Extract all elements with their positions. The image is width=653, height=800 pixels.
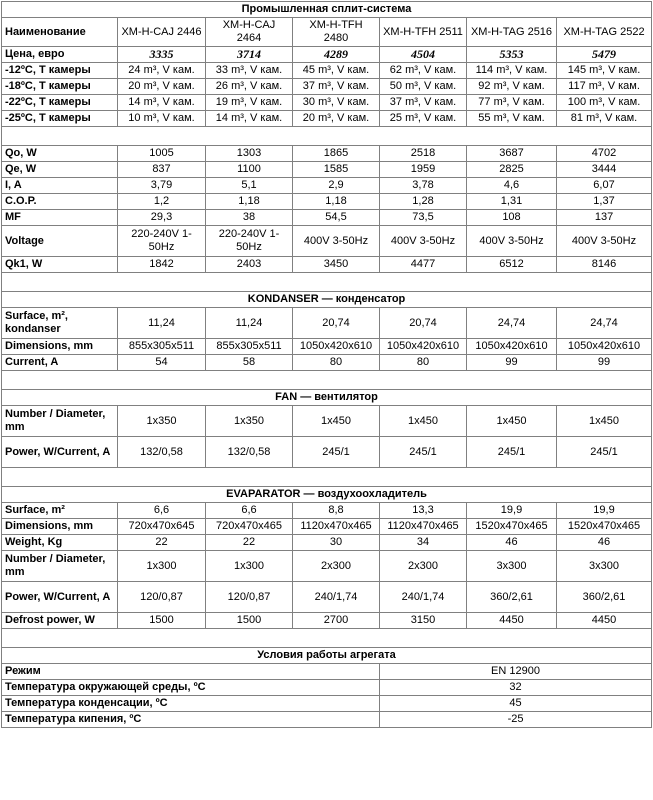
value-cell: 33 m³, V кам.: [206, 63, 293, 79]
value-cell: 1120x470x465: [293, 519, 380, 535]
value-cell: 245/1: [557, 437, 652, 468]
value-cell: 1050x420x610: [380, 339, 467, 355]
row-label: Power, W/Current, A: [2, 437, 118, 468]
spacer-cell: [2, 127, 652, 146]
header-row: [2, 18, 652, 47]
spec-table-body: [2, 2, 652, 728]
value-cell: 3444: [557, 162, 652, 178]
value-cell: 720x470x645: [118, 519, 206, 535]
condenser-header-row: [2, 292, 652, 308]
spacer-cell: [2, 629, 652, 648]
value-cell: 1x450: [293, 406, 380, 437]
value-cell: 220-240V 1-50Hz: [206, 226, 293, 257]
value-cell: 3x300: [467, 551, 557, 582]
value-cell: 6,07: [557, 178, 652, 194]
value-cell: 3450: [293, 257, 380, 273]
value-cell: 1x350: [206, 406, 293, 437]
value-cell: 1585: [293, 162, 380, 178]
table-row: [2, 95, 652, 111]
value-cell: 145 m³, V кам.: [557, 63, 652, 79]
value-cell: 2,9: [293, 178, 380, 194]
value-cell: 2700: [293, 613, 380, 629]
value-cell: 6,6: [206, 503, 293, 519]
value-cell: 1865: [293, 146, 380, 162]
evaporator-title: EVAPARATOR — воздухоохладитель: [2, 487, 652, 503]
value-cell: 1,31: [467, 194, 557, 210]
value-cell: 1x450: [557, 406, 652, 437]
row-label: Voltage: [2, 226, 118, 257]
value-cell: 92 m³, V кам.: [467, 79, 557, 95]
value-cell: 1,18: [293, 194, 380, 210]
value-cell: 4450: [557, 613, 652, 629]
value-cell: 120/0,87: [206, 582, 293, 613]
table-row: [2, 613, 652, 629]
value-cell: 114 m³, V кам.: [467, 63, 557, 79]
table-row: [2, 63, 652, 79]
condition-value: 32: [380, 680, 652, 696]
row-label: Dimensions, mm: [2, 519, 118, 535]
table-row: [2, 503, 652, 519]
price-value: 4504: [380, 47, 467, 63]
value-cell: 77 m³, V кам.: [467, 95, 557, 111]
value-cell: 99: [467, 355, 557, 371]
value-cell: 137: [557, 210, 652, 226]
condition-label: Режим: [2, 664, 380, 680]
row-label: Weight, Kg: [2, 535, 118, 551]
value-cell: 4450: [467, 613, 557, 629]
value-cell: 360/2,61: [557, 582, 652, 613]
row-label: Dimensions, mm: [2, 339, 118, 355]
value-cell: 1,37: [557, 194, 652, 210]
value-cell: 400V 3-50Hz: [380, 226, 467, 257]
row-label: Number / Diameter, mm: [2, 406, 118, 437]
table-row: [2, 162, 652, 178]
value-cell: 1x450: [467, 406, 557, 437]
value-cell: 400V 3-50Hz: [557, 226, 652, 257]
value-cell: 58: [206, 355, 293, 371]
value-cell: 6,6: [118, 503, 206, 519]
spacer-cell: [2, 273, 652, 292]
evaporator-header-row: [2, 487, 652, 503]
value-cell: 81 m³, V кам.: [557, 111, 652, 127]
spec-table: [1, 1, 652, 728]
condition-label: Температура окружающей среды, ºC: [2, 680, 380, 696]
header-label: Наименование: [2, 18, 118, 47]
condition-value: 45: [380, 696, 652, 712]
value-cell: 837: [118, 162, 206, 178]
value-cell: 4,6: [467, 178, 557, 194]
value-cell: 360/2,61: [467, 582, 557, 613]
row-label: Qo, W: [2, 146, 118, 162]
table-row: [2, 194, 652, 210]
value-cell: 720x470x465: [206, 519, 293, 535]
row-label: C.O.P.: [2, 194, 118, 210]
condition-label: Температура кипения, ºC: [2, 712, 380, 728]
price-value: 5353: [467, 47, 557, 63]
value-cell: 29,3: [118, 210, 206, 226]
value-cell: 1500: [118, 613, 206, 629]
main-header-row: [2, 2, 652, 18]
value-cell: 62 m³, V кам.: [380, 63, 467, 79]
value-cell: 20,74: [293, 308, 380, 339]
value-cell: 400V 3-50Hz: [293, 226, 380, 257]
row-label: -25ºC, T камеры: [2, 111, 118, 127]
price-label: Цена, евро: [2, 47, 118, 63]
table-row: [2, 437, 652, 468]
price-value: 5479: [557, 47, 652, 63]
value-cell: 30 m³, V кам.: [293, 95, 380, 111]
value-cell: 240/1,74: [293, 582, 380, 613]
condition-label: Температура конденсации, ºC: [2, 696, 380, 712]
value-cell: 132/0,58: [118, 437, 206, 468]
value-cell: 20 m³, V кам.: [118, 79, 206, 95]
value-cell: 1,18: [206, 194, 293, 210]
value-cell: 80: [293, 355, 380, 371]
value-cell: 45 m³, V кам.: [293, 63, 380, 79]
model-name: XM-H-TFH 2511: [380, 18, 467, 47]
condition-row: [2, 696, 652, 712]
price-value: 4289: [293, 47, 380, 63]
value-cell: 55 m³, V кам.: [467, 111, 557, 127]
value-cell: 100 m³, V кам.: [557, 95, 652, 111]
value-cell: 14 m³, V кам.: [118, 95, 206, 111]
row-label: -12ºC, T камеры: [2, 63, 118, 79]
value-cell: 120/0,87: [118, 582, 206, 613]
value-cell: 54: [118, 355, 206, 371]
value-cell: 46: [557, 535, 652, 551]
value-cell: 19,9: [557, 503, 652, 519]
value-cell: 54,5: [293, 210, 380, 226]
condition-row: [2, 712, 652, 728]
value-cell: 1520x470x465: [557, 519, 652, 535]
value-cell: 2825: [467, 162, 557, 178]
table-row: [2, 355, 652, 371]
value-cell: 1842: [118, 257, 206, 273]
row-label: Surface, m²: [2, 503, 118, 519]
row-label: -18ºC, T камеры: [2, 79, 118, 95]
row-label: Power, W/Current, A: [2, 582, 118, 613]
spacer-cell: [2, 371, 652, 390]
row-label: Defrost power, W: [2, 613, 118, 629]
value-cell: 38: [206, 210, 293, 226]
table-row: [2, 226, 652, 257]
value-cell: 1959: [380, 162, 467, 178]
condition-row: [2, 680, 652, 696]
value-cell: 1x350: [118, 406, 206, 437]
model-name: XM-H-TFH 2480: [293, 18, 380, 47]
value-cell: 4477: [380, 257, 467, 273]
value-cell: 245/1: [380, 437, 467, 468]
table-row: [2, 406, 652, 437]
value-cell: 20,74: [380, 308, 467, 339]
value-cell: 117 m³, V кам.: [557, 79, 652, 95]
price-value: 3335: [118, 47, 206, 63]
table-row: [2, 210, 652, 226]
value-cell: 1x300: [206, 551, 293, 582]
value-cell: 1,28: [380, 194, 467, 210]
value-cell: 3150: [380, 613, 467, 629]
value-cell: 80: [380, 355, 467, 371]
condenser-title: KONDANSER — конденсатор: [2, 292, 652, 308]
value-cell: 26 m³, V кам.: [206, 79, 293, 95]
model-name: XM-H-CAJ 2464: [206, 18, 293, 47]
model-name: XM-H-TAG 2522: [557, 18, 652, 47]
value-cell: 1x300: [118, 551, 206, 582]
value-cell: 1520x470x465: [467, 519, 557, 535]
value-cell: 4702: [557, 146, 652, 162]
condition-row: [2, 664, 652, 680]
value-cell: 855x305x511: [118, 339, 206, 355]
value-cell: 245/1: [293, 437, 380, 468]
spacer-row: [2, 127, 652, 146]
value-cell: 3687: [467, 146, 557, 162]
table-row: [2, 178, 652, 194]
table-row: [2, 582, 652, 613]
table-row: [2, 146, 652, 162]
value-cell: 3,78: [380, 178, 467, 194]
value-cell: 2518: [380, 146, 467, 162]
value-cell: 20 m³, V кам.: [293, 111, 380, 127]
value-cell: 13,3: [380, 503, 467, 519]
value-cell: 2x300: [380, 551, 467, 582]
spacer-cell: [2, 468, 652, 487]
row-label: -22ºC, T камеры: [2, 95, 118, 111]
value-cell: 22: [206, 535, 293, 551]
value-cell: 2x300: [293, 551, 380, 582]
value-cell: 2403: [206, 257, 293, 273]
main-title: Промышленная сплит-система: [2, 2, 652, 18]
value-cell: 1050x420x610: [293, 339, 380, 355]
table-row: [2, 339, 652, 355]
value-cell: 1500: [206, 613, 293, 629]
value-cell: 24 m³, V кам.: [118, 63, 206, 79]
value-cell: 37 m³, V кам.: [293, 79, 380, 95]
value-cell: 1050x420x610: [467, 339, 557, 355]
model-name: XM-H-CAJ 2446: [118, 18, 206, 47]
table-row: [2, 535, 652, 551]
value-cell: 1x450: [380, 406, 467, 437]
row-label: Qk1, W: [2, 257, 118, 273]
value-cell: 37 m³, V кам.: [380, 95, 467, 111]
spacer-row: [2, 629, 652, 648]
model-name: XM-H-TAG 2516: [467, 18, 557, 47]
value-cell: 8,8: [293, 503, 380, 519]
value-cell: 46: [467, 535, 557, 551]
value-cell: 22: [118, 535, 206, 551]
table-row: [2, 551, 652, 582]
value-cell: 1,2: [118, 194, 206, 210]
value-cell: 1303: [206, 146, 293, 162]
value-cell: 1005: [118, 146, 206, 162]
value-cell: 34: [380, 535, 467, 551]
value-cell: 6512: [467, 257, 557, 273]
value-cell: 99: [557, 355, 652, 371]
value-cell: 1050x420x610: [557, 339, 652, 355]
value-cell: 24,74: [467, 308, 557, 339]
value-cell: 11,24: [206, 308, 293, 339]
value-cell: 1100: [206, 162, 293, 178]
value-cell: 24,74: [557, 308, 652, 339]
value-cell: 5,1: [206, 178, 293, 194]
table-row: [2, 79, 652, 95]
row-label: I, A: [2, 178, 118, 194]
value-cell: 10 m³, V кам.: [118, 111, 206, 127]
value-cell: 19,9: [467, 503, 557, 519]
value-cell: 8146: [557, 257, 652, 273]
table-row: [2, 257, 652, 273]
conditions-title: Условия работы агрегата: [2, 648, 652, 664]
table-row: [2, 111, 652, 127]
fan-header-row: [2, 390, 652, 406]
value-cell: 400V 3-50Hz: [467, 226, 557, 257]
value-cell: 220-240V 1-50Hz: [118, 226, 206, 257]
spacer-row: [2, 468, 652, 487]
row-label: MF: [2, 210, 118, 226]
table-row: [2, 308, 652, 339]
value-cell: 19 m³, V кам.: [206, 95, 293, 111]
row-label: Surface, m², kondanser: [2, 308, 118, 339]
price-row: [2, 47, 652, 63]
conditions-header-row: [2, 648, 652, 664]
value-cell: 855x305x511: [206, 339, 293, 355]
value-cell: 245/1: [467, 437, 557, 468]
table-row: [2, 519, 652, 535]
condition-value: EN 12900: [380, 664, 652, 680]
value-cell: 132/0,58: [206, 437, 293, 468]
spacer-row: [2, 273, 652, 292]
condition-value: -25: [380, 712, 652, 728]
spacer-row: [2, 371, 652, 390]
value-cell: 3,79: [118, 178, 206, 194]
value-cell: 73,5: [380, 210, 467, 226]
price-value: 3714: [206, 47, 293, 63]
row-label: Number / Diameter, mm: [2, 551, 118, 582]
value-cell: 50 m³, V кам.: [380, 79, 467, 95]
value-cell: 25 m³, V кам.: [380, 111, 467, 127]
value-cell: 30: [293, 535, 380, 551]
value-cell: 14 m³, V кам.: [206, 111, 293, 127]
value-cell: 11,24: [118, 308, 206, 339]
row-label: Qe, W: [2, 162, 118, 178]
value-cell: 1120x470x465: [380, 519, 467, 535]
value-cell: 3x300: [557, 551, 652, 582]
row-label: Current, A: [2, 355, 118, 371]
fan-title: FAN — вентилятор: [2, 390, 652, 406]
value-cell: 240/1,74: [380, 582, 467, 613]
value-cell: 108: [467, 210, 557, 226]
